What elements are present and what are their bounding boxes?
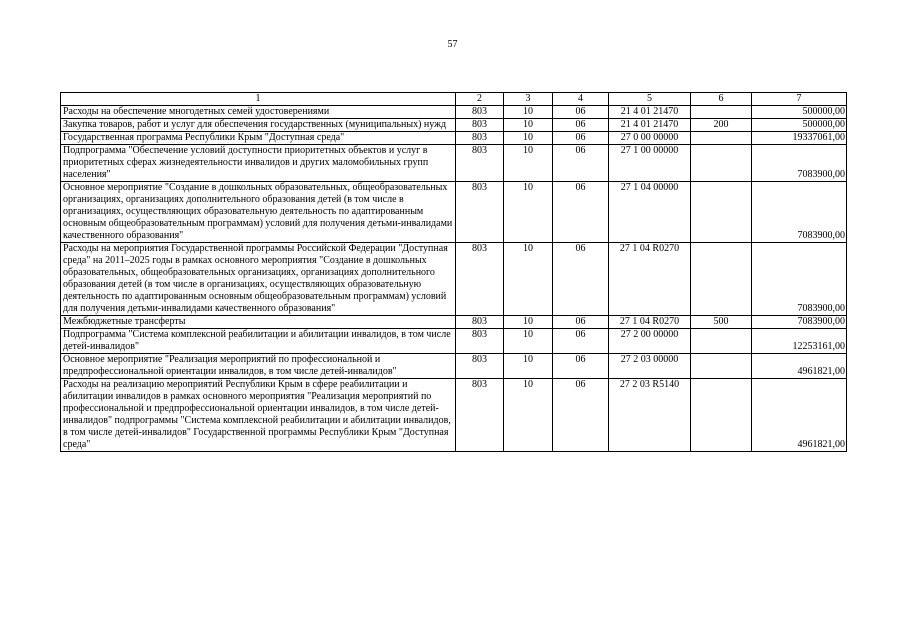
- table-row: [61, 379, 847, 452]
- row-expense-type-cell: [691, 145, 752, 182]
- row-subsection-cell: 06: [553, 379, 609, 452]
- row-target-article-cell: 27 1 04 00000: [609, 182, 691, 243]
- row-target-article-cell: 27 1 04 R0270: [609, 243, 691, 316]
- row-amount-cell: 12253161,00: [752, 329, 847, 354]
- row-subsection-cell: 06: [553, 119, 609, 132]
- row-subsection-cell: 06: [553, 182, 609, 243]
- header-cell: 3: [504, 93, 553, 106]
- row-subsection-cell: 06: [553, 243, 609, 316]
- row-section-cell: 10: [504, 329, 553, 354]
- row-name-cell: Подпрограмма "Обеспечение условий доступности приоритетных объектов и услуг в приоритетных сферах жизнедеятельности инвалидов и других маломобильных групп населения": [61, 145, 456, 182]
- table-row: [61, 132, 847, 145]
- row-amount-cell: 500000,00: [752, 106, 847, 119]
- row-code-cell: 803: [456, 119, 504, 132]
- row-subsection-cell: 06: [553, 329, 609, 354]
- row-name-cell: Закупка товаров, работ и услуг для обеспечения государственных (муниципальных) нужд: [61, 119, 456, 132]
- row-expense-type-cell: [691, 182, 752, 243]
- row-subsection-cell: 06: [553, 145, 609, 182]
- row-subsection-cell: 06: [553, 132, 609, 145]
- row-amount-cell: 7083900,00: [752, 145, 847, 182]
- row-section-cell: 10: [504, 379, 553, 452]
- row-code-cell: 803: [456, 329, 504, 354]
- row-name-cell: Расходы на реализацию мероприятий Республики Крым в сфере реабилитации и абилитации инвалидов в рамках основного мероприятия "Реализация мероприятий по профессиональной и предпрофессиональной ориентации инвалидов, в том числе детей-инвалидов" подпрограммы "Система комплексной реабилитации и абилитации инвалидов, в том числе детей-инвалидов" Государственной программы Республики Крым "Доступная среда": [61, 379, 456, 452]
- row-name-cell: Основное мероприятие "Реализация мероприятий по профессиональной и предпрофессиональной ориентации инвалидов, в том числе детей-инвалидов": [61, 354, 456, 379]
- row-target-article-cell: 27 1 04 R0270: [609, 316, 691, 329]
- row-expense-type-cell: [691, 132, 752, 145]
- header-cell: 2: [456, 93, 504, 106]
- row-section-cell: 10: [504, 316, 553, 329]
- table-row: [61, 316, 847, 329]
- row-target-article-cell: 27 2 03 R5140: [609, 379, 691, 452]
- row-expense-type-cell: 200: [691, 119, 752, 132]
- row-expense-type-cell: [691, 329, 752, 354]
- row-target-article-cell: 27 2 00 00000: [609, 329, 691, 354]
- table-row: [61, 145, 847, 182]
- row-section-cell: 10: [504, 243, 553, 316]
- table-row: [61, 182, 847, 243]
- row-expense-type-cell: [691, 106, 752, 119]
- row-section-cell: 10: [504, 182, 553, 243]
- header-cell: 6: [691, 93, 752, 106]
- row-target-article-cell: 21 4 01 21470: [609, 119, 691, 132]
- row-code-cell: 803: [456, 354, 504, 379]
- row-name-cell: Межбюджетные трансферты: [61, 316, 456, 329]
- row-target-article-cell: 27 2 03 00000: [609, 354, 691, 379]
- row-code-cell: 803: [456, 182, 504, 243]
- row-name-cell: Государственная программа Республики Крым "Доступная среда": [61, 132, 456, 145]
- row-subsection-cell: 06: [553, 316, 609, 329]
- row-section-cell: 10: [504, 106, 553, 119]
- row-amount-cell: 4961821,00: [752, 354, 847, 379]
- row-subsection-cell: 06: [553, 354, 609, 379]
- row-code-cell: 803: [456, 106, 504, 119]
- row-amount-cell: 19337061,00: [752, 132, 847, 145]
- header-cell: 4: [553, 93, 609, 106]
- table-row: [61, 329, 847, 354]
- row-target-article-cell: 27 0 00 00000: [609, 132, 691, 145]
- row-code-cell: 803: [456, 132, 504, 145]
- row-code-cell: 803: [456, 243, 504, 316]
- row-amount-cell: 500000,00: [752, 119, 847, 132]
- row-subsection-cell: 06: [553, 106, 609, 119]
- row-code-cell: 803: [456, 316, 504, 329]
- row-expense-type-cell: [691, 243, 752, 316]
- header-cell: 1: [61, 93, 456, 106]
- row-name-cell: Подпрограмма "Система комплексной реабилитации и абилитации инвалидов, в том числе детей-инвалидов": [61, 329, 456, 354]
- row-code-cell: 803: [456, 145, 504, 182]
- row-section-cell: 10: [504, 354, 553, 379]
- header-cell: 7: [752, 93, 847, 106]
- row-section-cell: 10: [504, 132, 553, 145]
- row-target-article-cell: 27 1 00 00000: [609, 145, 691, 182]
- row-amount-cell: 7083900,00: [752, 316, 847, 329]
- row-expense-type-cell: [691, 354, 752, 379]
- row-name-cell: Основное мероприятие "Создание в дошкольных образовательных, общеобразовательных организациях, организациях дополнительного образования детей (в том числе в организациях, осуществляющих образовательную деятельность по адаптированным основным общеобразовательным программам) условий для получения детьми-инвалидами качественного образования": [61, 182, 456, 243]
- row-name-cell: Расходы на обеспечение многодетных семей удостоверениями: [61, 106, 456, 119]
- header-row: [61, 93, 847, 106]
- page-number: 57: [447, 39, 458, 50]
- row-amount-cell: 7083900,00: [752, 182, 847, 243]
- header-cell: 5: [609, 93, 691, 106]
- row-expense-type-cell: 500: [691, 316, 752, 329]
- table-row: [61, 119, 847, 132]
- row-amount-cell: 7083900,00: [752, 243, 847, 316]
- table-row: [61, 106, 847, 119]
- table-row: [61, 354, 847, 379]
- row-amount-cell: 4961821,00: [752, 379, 847, 452]
- budget-table: [60, 92, 847, 452]
- row-section-cell: 10: [504, 119, 553, 132]
- row-target-article-cell: 21 4 01 21470: [609, 106, 691, 119]
- row-section-cell: 10: [504, 145, 553, 182]
- row-code-cell: 803: [456, 379, 504, 452]
- row-name-cell: Расходы на мероприятия Государственной программы Российской Федерации "Доступная среда" на 2011–2025 годы в рамках основного мероприятия "Создание в дошкольных образовательных, общеобразовательных организациях, организациях дополнительного образования детей (в том числе в организациях, осуществляющих образовательную деятельность по адаптированным основным общеобразовательным программам) условий для получения детьми-инвалидами качественного образования": [61, 243, 456, 316]
- row-expense-type-cell: [691, 379, 752, 452]
- table-row: [61, 243, 847, 316]
